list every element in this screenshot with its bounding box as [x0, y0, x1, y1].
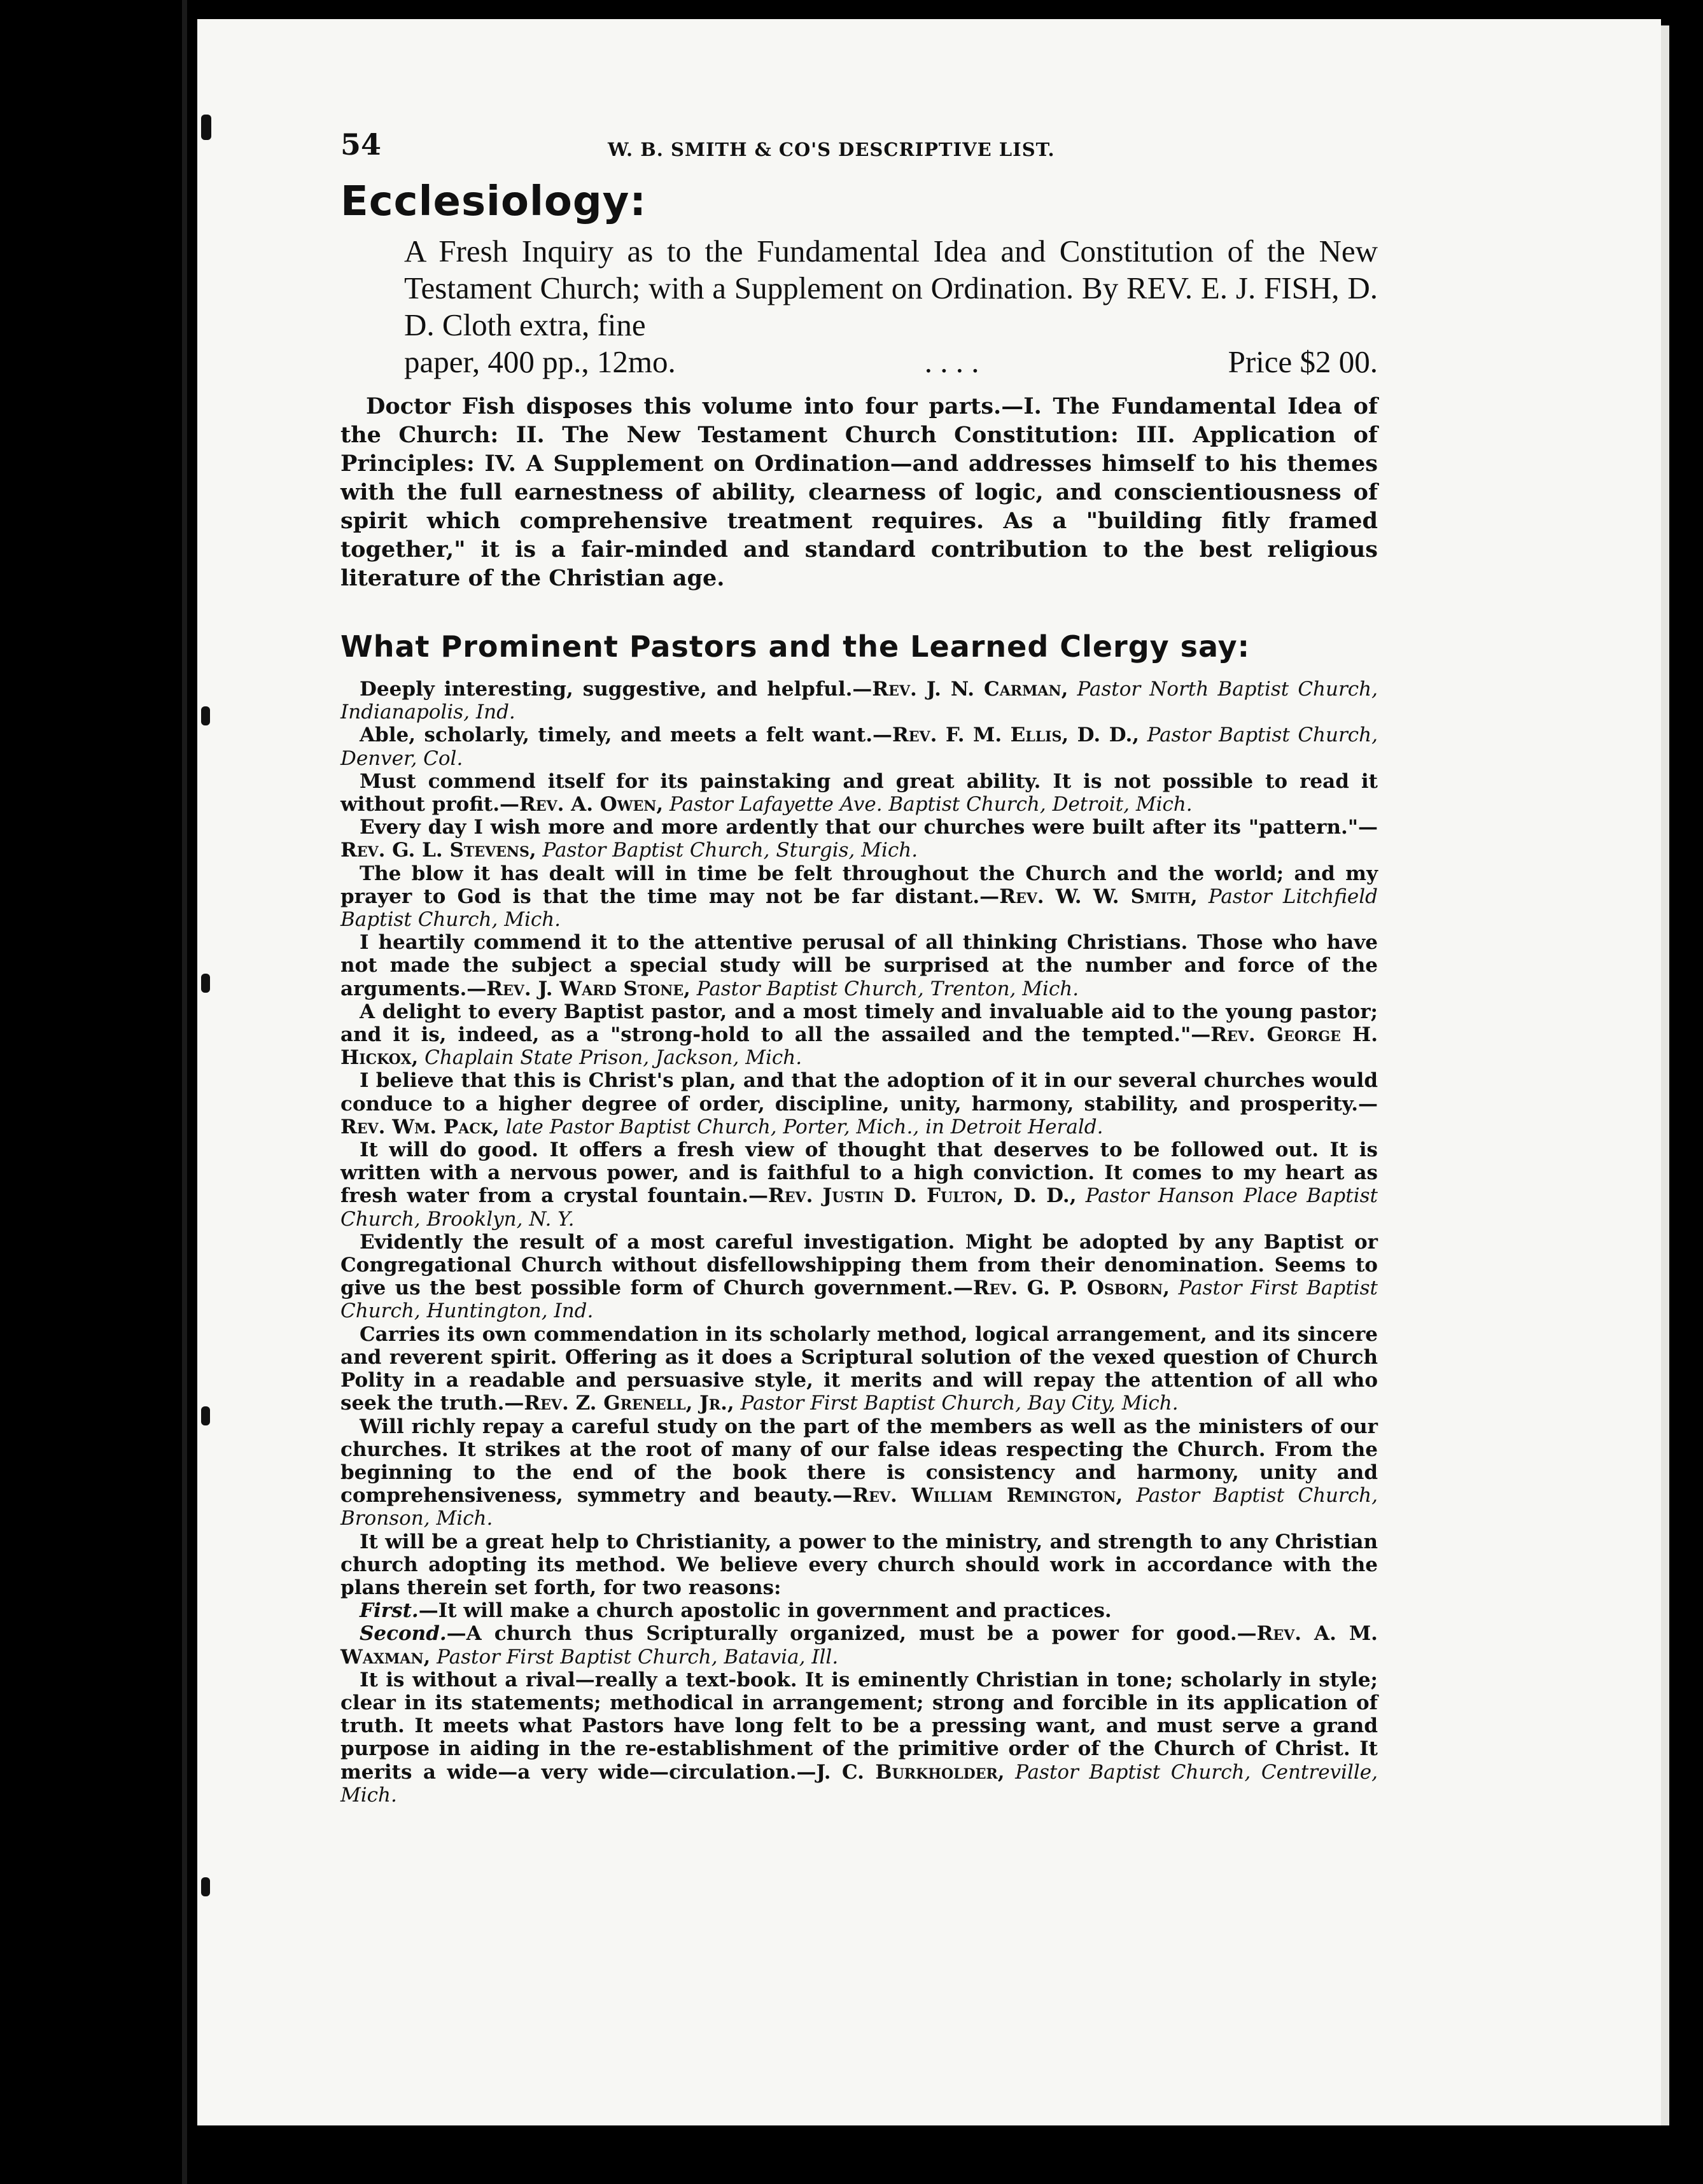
- testimonial-body: I heartily commend it to the attentive perusal of all thinking Christians. Those who have not made the subject a special study will be surprised at the number and force of the arguments.—: [340, 931, 1378, 1000]
- testimonial-author: Rev. G. L. Stevens,: [340, 839, 536, 862]
- testimonial-affiliation: Pastor Baptist Church, Centreville, Mich.: [340, 1760, 1378, 1807]
- section-heading: What Prominent Pastors and the Learned Clergy say:: [340, 629, 1251, 664]
- binding-mark: [201, 1406, 210, 1425]
- testimonial-affiliation: late Pastor Baptist Church, Porter, Mich., in Detroit Herald.: [499, 1115, 1104, 1138]
- testimonial-author: Rev. W. W. Smith,: [999, 885, 1198, 908]
- running-head: W. B. SMITH & CO'S DESCRIPTIVE LIST.: [608, 139, 1055, 160]
- testimonial-author: Rev. F. M. Ellis, D. D.,: [892, 724, 1140, 747]
- testimonial-affiliation: Pastor Baptist Church, Trenton, Mich.: [690, 977, 1079, 1000]
- testimonial-body: It will be a great help to Christianity, a power to the ministry, and strength to any Christian church adopting its method. We believe every church should work in accordance with the plans therein set forth, for two reasons:: [340, 1530, 1378, 1599]
- book-title: Ecclesiology:: [340, 178, 647, 225]
- testimonial: [340, 1000, 1378, 1070]
- testimonial-body: I believe that this is Christ's plan, and that the adoption of it in our several churches would conduce to a higher degree of order, discipline, unity, harmony, stability, and prosperity.—: [340, 1069, 1378, 1116]
- testimonial-author: Rev. Z. Grenell, Jr.,: [524, 1392, 734, 1415]
- testimonial-author: Rev. J. N. Carman,: [872, 678, 1069, 701]
- testimonial-affiliation: Pastor Baptist Church, Sturgis, Mich.: [536, 839, 918, 862]
- testimonial-author: Rev. J. Ward Stone,: [486, 977, 690, 1000]
- binding-mark: [201, 974, 210, 993]
- testimonial-author: Rev. Justin D. Fulton, D. D.,: [768, 1184, 1077, 1208]
- testimonial: [340, 770, 1378, 816]
- binding-mark: [201, 115, 211, 140]
- testimonial-affiliation: Pastor Litchfield Baptist Church, Mich.: [340, 885, 1378, 932]
- testimonial-author: Rev. Wm. Pack,: [340, 1115, 500, 1138]
- reason-first-label: First.: [360, 1599, 419, 1623]
- testimonial-body: Evidently the result of a most careful investigation. Might be adopted by any Baptist or Congregational Church without disfellowshipping them from their denomination. Seems to give us the best possible form of Church government.—: [340, 1230, 1378, 1300]
- book-summary: Doctor Fish disposes this volume into four parts.—I. The Fundamental Idea of the Church: II. The New Testament Church Constitution: III. Application of Principles: IV. A Supplement on Ordination—and addresses himself to his themes with the full earnestness of ability, clearness of logic, and conscientiousness of spirit which comprehensive treatment requires. As a "building fitly framed together," it is a fair-minded and standard contribution to the best religious literature of the Christian age.: [340, 393, 1378, 591]
- testimonial-affiliation: Pastor Hanson Place Baptist Church, Brooklyn, N. Y.: [340, 1184, 1378, 1231]
- testimonial: [340, 1069, 1378, 1138]
- document-page: [197, 19, 1661, 2125]
- page-content: [340, 127, 1378, 1807]
- page-number: 54: [340, 127, 382, 162]
- testimonial-author: Rev. A. Owen,: [519, 793, 664, 816]
- testimonial-author: J. C. Burkholder,: [816, 1760, 1005, 1784]
- testimonial-body: It is without a rival—really a text-book. It is eminently Christian in tone; scholarly in style; clear in its statements; methodical in arrangement; strong and forcible in its application of truth. It meets what Pastors have long felt to be a pressing want, and must serve a grand purpose in aiding in the re-establishment of the primitive order of the Church of Christ. It merits a wide—a very wide—circulation.—: [340, 1668, 1378, 1784]
- reason-second-label: Second.: [360, 1622, 447, 1646]
- testimonial-affiliation: Pastor First Baptist Church, Huntington, Ind.: [340, 1277, 1378, 1323]
- page-header: [340, 127, 1378, 178]
- testimonial: [340, 678, 1378, 724]
- testimonial-body: Will richly repay a careful study on the part of the members as well as the ministers of our churches. It strikes at the root of many of our false ideas respecting the Church. From the beginning to the end of the book there is consistency and harmony, unity and comprehensiveness, symmetry and beauty.—: [340, 1415, 1378, 1508]
- testimonial: [340, 724, 1378, 769]
- reason-first: [340, 1599, 1378, 1622]
- testimonial-body: Deeply interesting, suggestive, and helpful.—: [360, 678, 873, 701]
- leader-dots: . . . .: [924, 344, 979, 379]
- reason-first-text: —It will make a church apostolic in government and practices.: [418, 1599, 1112, 1623]
- testimonial: [340, 1323, 1378, 1415]
- testimonial-affiliation: Pastor Baptist Church, Bronson, Mich.: [340, 1484, 1378, 1530]
- testimonial: [340, 1138, 1378, 1231]
- testimonial-body: Every day I wish more and more ardently that our churches were built after its "pattern."—: [360, 816, 1378, 839]
- testimonial-author: Rev. George H. Hickox,: [340, 1023, 1378, 1070]
- testimonial-affiliation: Pastor Baptist Church, Denver, Col.: [340, 724, 1378, 770]
- testimonial-body: It will do good. It offers a fresh view of thought that deserves to be followed out. It is written with a nervous power, and is faithful to a high conviction. It comes to my heart as fresh water from a crystal fountain.—: [340, 1138, 1378, 1208]
- book-description: [404, 233, 1378, 381]
- testimonial: [340, 1415, 1378, 1530]
- testimonial-author: Rev. G. P. Osborn,: [972, 1277, 1170, 1300]
- testimonial-affiliation: Pastor Lafayette Ave. Baptist Church, Detroit, Mich.: [663, 793, 1193, 816]
- testimonial: [340, 1231, 1378, 1323]
- binding-mark: [201, 706, 210, 725]
- testimonial: [340, 931, 1378, 1000]
- testimonial: [340, 816, 1378, 862]
- testimonial-affiliation: Pastor First Baptist Church, Bay City, Mich.: [734, 1392, 1179, 1415]
- testimonial-affiliation: Chaplain State Prison, Jackson, Mich.: [418, 1046, 802, 1070]
- reason-second-text: —A church thus Scripturally organized, must be a power for good.—: [446, 1622, 1257, 1646]
- book-format: paper, 400 pp., 12mo.: [404, 344, 676, 379]
- testimonial: [340, 862, 1378, 932]
- book-price: Price $2 00.: [1228, 344, 1378, 379]
- testimonial-body: Able, scholarly, timely, and meets a felt want.—: [360, 724, 892, 747]
- testimonial-affiliation: Pastor First Baptist Church, Batavia, Ill.: [430, 1645, 839, 1669]
- binding-gutter: [182, 0, 187, 2184]
- binding-mark: [201, 1877, 210, 1896]
- reason-second: [340, 1622, 1378, 1668]
- testimonial-affiliation: Pastor North Baptist Church, Indianapolis, Ind.: [340, 678, 1378, 724]
- testimonial-body: A delight to every Baptist pastor, and a most timely and invaluable aid to the young pastor; and it is, indeed, as a "strong-hold to all the assailed and the tempted."—: [340, 1000, 1378, 1047]
- testimonial-author: Rev. William Remington,: [852, 1484, 1123, 1508]
- testimonial-body: The blow it has dealt will in time be felt throughout the Church and the world; and my prayer to God is that the time may not be far distant.—: [340, 862, 1378, 908]
- testimonial-body: Must commend itself for its painstaking and great ability. It is not possible to read it without profit.—: [340, 769, 1378, 816]
- testimonial: [340, 1669, 1378, 1807]
- testimonial-author: Rev. A. M. Waxman,: [340, 1622, 1378, 1669]
- testimonials-list: [340, 678, 1378, 1807]
- scan-background: [0, 0, 182, 2184]
- book-description-text: A Fresh Inquiry as to the Fundamental Idea and Constitution of the New Testament Church; with a Supplement on Ordination. By REV. E. J. FISH, D. D. Cloth extra, fine: [404, 234, 1378, 342]
- testimonial: [340, 1530, 1378, 1600]
- testimonial-body: Carries its own commendation in its scholarly method, logical arrangement, and its sincere and reverent spirit. Offering as it does a Scriptural solution of the vexed question of Church Polity in a readable and persuasive style, it merits and will repay the attention of all who seek the truth.—: [340, 1322, 1378, 1415]
- price-line: [404, 344, 1378, 381]
